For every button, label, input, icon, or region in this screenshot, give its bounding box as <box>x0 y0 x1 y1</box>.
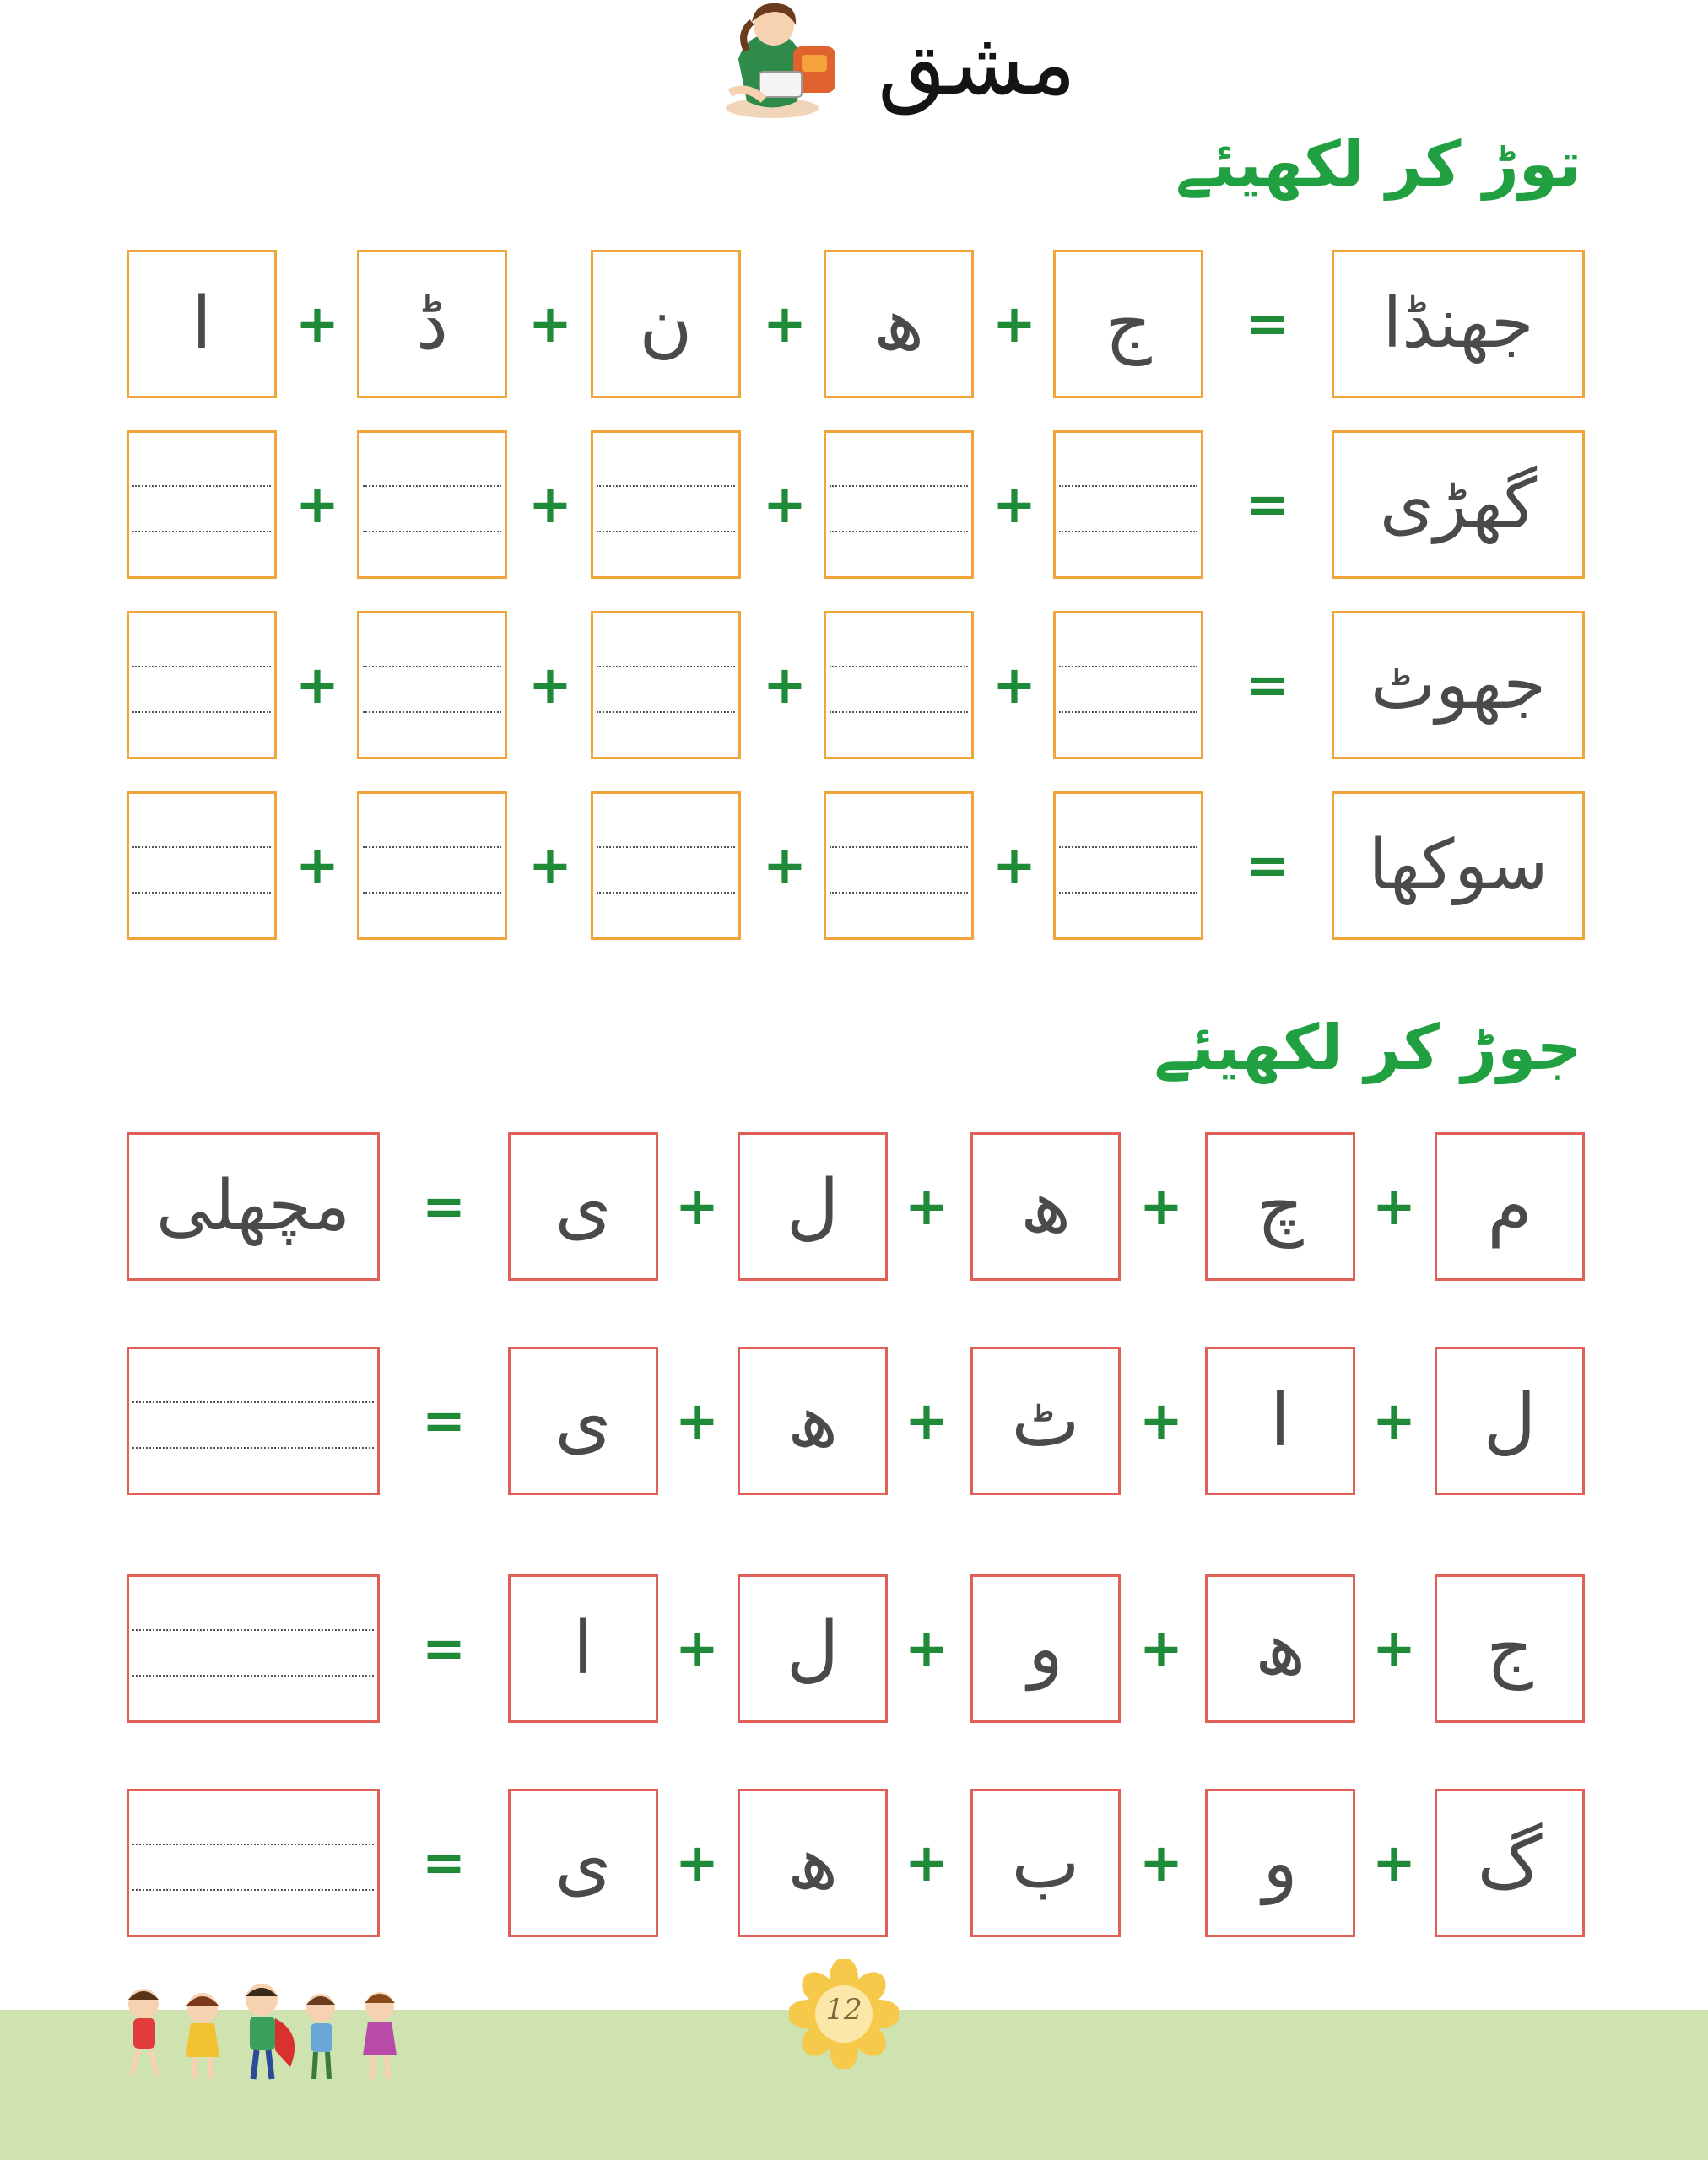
join-row-4-part-1: گ <box>1435 1789 1585 1937</box>
plus-sign: + <box>905 1832 949 1893</box>
plus-sign: + <box>528 654 572 716</box>
plus-sign: + <box>675 1390 719 1451</box>
plus-sign: + <box>1139 1390 1183 1451</box>
section-break-heading: توڑ کر لکھیئے <box>1176 128 1581 201</box>
break-row-1-part-4: ڈ <box>357 250 507 398</box>
join-row-2-part-4: ھ <box>738 1347 888 1495</box>
break-row-1-part-3: ن <box>591 250 741 398</box>
plus-sign: + <box>1372 1175 1416 1237</box>
plus-sign: + <box>992 654 1036 716</box>
plus-sign: + <box>1139 1617 1183 1679</box>
join-row-1-part-1: م <box>1435 1132 1585 1281</box>
break-row-2-answer-2[interactable] <box>824 430 974 579</box>
join-row-3-part-5: ا <box>508 1574 658 1723</box>
equals-sign: = <box>422 1175 466 1237</box>
children-illustration <box>110 1974 430 2092</box>
break-row-3-answer-2[interactable] <box>824 611 974 759</box>
equals-sign: = <box>1246 834 1289 896</box>
break-row-4-answer-2[interactable] <box>824 791 974 940</box>
plus-sign: + <box>905 1390 949 1451</box>
join-row-4-part-4: ھ <box>738 1789 888 1937</box>
join-row-1-part-5: ی <box>508 1132 658 1281</box>
break-row-2-answer-3[interactable] <box>591 430 741 579</box>
equals-sign: = <box>422 1617 466 1679</box>
girl-reading-illustration <box>713 0 848 123</box>
join-row-2-part-1: ل <box>1435 1347 1585 1495</box>
plus-sign: + <box>763 834 807 896</box>
plus-sign: + <box>295 473 339 535</box>
join-row-1-part-4: ل <box>738 1132 888 1281</box>
plus-sign: + <box>1139 1832 1183 1893</box>
equals-sign: = <box>1246 293 1289 354</box>
plus-sign: + <box>1139 1175 1183 1237</box>
break-row-3-answer-3[interactable] <box>591 611 741 759</box>
plus-sign: + <box>675 1617 719 1679</box>
plus-sign: + <box>763 654 807 716</box>
join-row-3-part-1: ج <box>1435 1574 1585 1723</box>
page-number: 12 <box>825 1993 862 2027</box>
break-row-1-part-5: ا <box>127 250 277 398</box>
break-row-1-part-1: ج <box>1053 250 1203 398</box>
break-row-1-part-2: ھ <box>824 250 974 398</box>
join-row-2-answer[interactable] <box>127 1347 380 1495</box>
plus-sign: + <box>992 293 1036 354</box>
plus-sign: + <box>1372 1832 1416 1893</box>
equals-sign: = <box>1246 473 1289 535</box>
break-row-3-word: جھوٹ <box>1332 611 1585 759</box>
break-row-2-word: گھڑی <box>1332 430 1585 579</box>
plus-sign: + <box>1372 1617 1416 1679</box>
join-row-3-answer[interactable] <box>127 1574 380 1723</box>
plus-sign: + <box>528 473 572 535</box>
break-row-2-answer-1[interactable] <box>1053 430 1203 579</box>
plus-sign: + <box>763 473 807 535</box>
break-row-3-answer-5[interactable] <box>127 611 277 759</box>
break-row-4-answer-5[interactable] <box>127 791 277 940</box>
equals-sign: = <box>422 1832 466 1893</box>
break-row-3-answer-1[interactable] <box>1053 611 1203 759</box>
plus-sign: + <box>528 834 572 896</box>
equals-sign: = <box>422 1390 466 1451</box>
plus-sign: + <box>675 1832 719 1893</box>
equals-sign: = <box>1246 654 1289 716</box>
plus-sign: + <box>295 293 339 354</box>
break-row-4-answer-3[interactable] <box>591 791 741 940</box>
break-row-4-word: سوکھا <box>1332 791 1585 940</box>
plus-sign: + <box>763 293 807 354</box>
join-row-3-part-2: ھ <box>1205 1574 1355 1723</box>
join-row-4-part-2: و <box>1205 1789 1355 1937</box>
join-row-4-part-5: ی <box>508 1789 658 1937</box>
break-row-3-answer-4[interactable] <box>357 611 507 759</box>
join-row-2-part-5: ی <box>508 1347 658 1495</box>
break-row-4-answer-4[interactable] <box>357 791 507 940</box>
plus-sign: + <box>1372 1390 1416 1451</box>
break-row-4-answer-1[interactable] <box>1053 791 1203 940</box>
break-row-1-word: جھنڈا <box>1332 250 1585 398</box>
join-row-4-part-3: ب <box>970 1789 1121 1937</box>
join-row-1-part-2: چ <box>1205 1132 1355 1281</box>
plus-sign: + <box>528 293 572 354</box>
join-row-3-part-3: و <box>970 1574 1121 1723</box>
join-row-3-part-4: ل <box>738 1574 888 1723</box>
join-row-4-answer[interactable] <box>127 1789 380 1937</box>
break-row-2-answer-4[interactable] <box>357 430 507 579</box>
join-row-2-part-2: ا <box>1205 1347 1355 1495</box>
plus-sign: + <box>905 1175 949 1237</box>
join-row-1-word: مچھلی <box>127 1132 380 1281</box>
plus-sign: + <box>905 1617 949 1679</box>
join-row-1-part-3: ھ <box>970 1132 1121 1281</box>
join-row-2-part-3: ٹ <box>970 1347 1121 1495</box>
plus-sign: + <box>295 834 339 896</box>
plus-sign: + <box>992 473 1036 535</box>
break-row-2-answer-5[interactable] <box>127 430 277 579</box>
plus-sign: + <box>295 654 339 716</box>
plus-sign: + <box>992 834 1036 896</box>
page-title: مشق <box>878 12 1077 115</box>
section-join-heading: جوڑ کر لکھیئے <box>1154 1012 1581 1084</box>
plus-sign: + <box>675 1175 719 1237</box>
